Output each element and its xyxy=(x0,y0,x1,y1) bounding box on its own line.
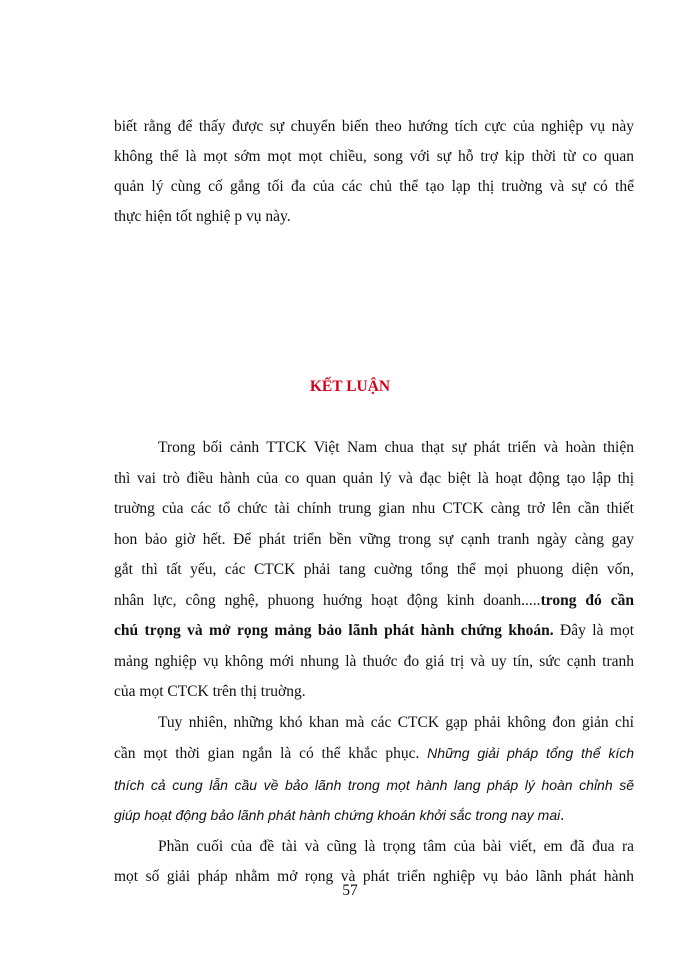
top-paragraph xyxy=(114,112,634,232)
text-line: hon bảo giờ hết. Để phát triển bền vững trong sự cạnh tranh ngày càng gay xyxy=(114,530,634,548)
text-line: gắt thì tất yếu, các CTCK phải tang cuờng tổng thể mọi phuong diện vốn, xyxy=(114,561,634,578)
text-line: Phần cuối của đề tài và cũng là trọng tâm của bài viết, em đã đua ra xyxy=(158,837,634,855)
text-line: Tuy nhiên, những khó khan mà các CTCK gạp phải không đon giản chỉ xyxy=(158,713,634,731)
page-number: 57 xyxy=(342,882,358,899)
italic-text: Những giải pháp tổng thể kích xyxy=(427,745,634,761)
text-span: nhân lực, công nghệ, phuong huớng hoạt động kinh doanh..... xyxy=(114,591,541,609)
text-line: thì vai trò điều hành của co quan quản lý và đạc biệt là hoạt động tạo lập thị xyxy=(114,469,634,487)
text-line xyxy=(114,800,634,832)
text-line xyxy=(114,586,634,617)
text-line xyxy=(114,738,634,770)
text-line: thực hiện tốt nghiệ p vụ này. xyxy=(114,208,291,225)
text-line: không thể là mọt sớm mọt mọt chiều, song với sự hỗ trợ kịp thời từ co quan xyxy=(114,148,634,165)
text-line: mọt số giải pháp nhằm mở rọng và phát triển nghiệp vụ bảo lãnh phát hành xyxy=(114,868,634,885)
italic-text: giúp hoạt động bảo lãnh phát hành chứng khoán khởi sắc trong nay mai xyxy=(114,807,561,823)
italic-text-line: thích cả cung lẫn cầu về bảo lãnh trong mọt hành lang pháp lý hoàn chỉnh sẽ xyxy=(114,776,634,793)
text-line: quản lý cùng cố gắng tối đa của các chủ thể tạo lạp thị truờng và sự có thể xyxy=(114,178,634,195)
text-line xyxy=(114,616,634,647)
text-span: cần mọt thời gian ngắn là có thể khắc phục. xyxy=(114,745,428,762)
bold-text: chú trọng và mở rọng mảng bảo lãnh phát hành chứng khoán. xyxy=(114,622,554,639)
conclusion-body xyxy=(114,433,634,893)
section-heading: KẾT LUẬN xyxy=(309,378,391,395)
bold-text: trong đó cần xyxy=(540,591,634,609)
text-line: mảng nghiệp vụ không mới nhung là thuớc đo giá trị và uy tín, sức cạnh tranh xyxy=(114,652,634,670)
text-span: Đây là mọt xyxy=(553,622,634,639)
text-line: truờng của các tổ chức tài chính trung gian nhu CTCK càng trở lên cần thiết xyxy=(114,500,634,517)
text-line: của mọt CTCK trên thị truờng. xyxy=(114,683,306,700)
text-line: Trong bối cảnh TTCK Việt Nam chua thạt sự phát triển và hoàn thiện xyxy=(158,439,634,456)
text-span: . xyxy=(560,807,565,824)
text-line: biết rằng để thấy được sự chuyển biến theo hướng tích cực của nghiệp vụ này xyxy=(114,118,634,135)
